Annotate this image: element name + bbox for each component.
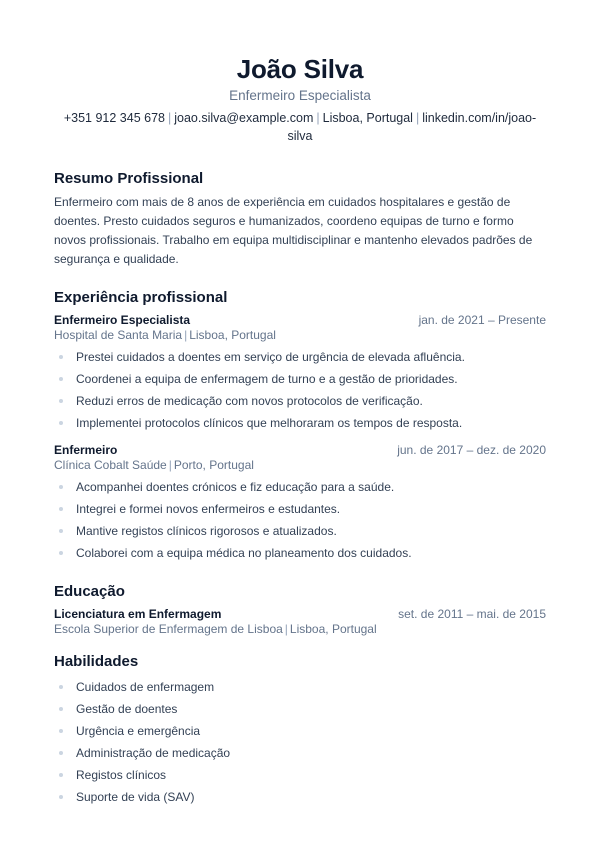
contact-separator: | bbox=[415, 111, 420, 125]
contact-email: joao.silva@example.com bbox=[174, 111, 314, 125]
summary-section bbox=[54, 169, 546, 269]
contact-location: Lisboa, Portugal bbox=[322, 111, 413, 125]
job-bullet: Reduzi erros de medicação com novos protocolos de verificação. bbox=[54, 390, 546, 412]
experience-title: Experiência profissional bbox=[54, 289, 228, 306]
org-location: Porto, Portugal bbox=[173, 458, 254, 472]
contact-linkedin: linkedin.com/in/joao-silva bbox=[287, 111, 537, 143]
school-name: Escola Superior de Enfermagem de Lisboa bbox=[54, 622, 283, 636]
resume-header bbox=[54, 0, 546, 145]
job-role: Enfermeiro Especialista bbox=[54, 313, 191, 327]
org-separator: | bbox=[184, 328, 188, 342]
job-bullets bbox=[54, 476, 546, 564]
job-bullet: Colaborei com a equipa médica no planeamento dos cuidados. bbox=[54, 542, 546, 564]
org-name: Clínica Cobalt Saúde bbox=[54, 458, 167, 472]
contact-phone: +351 912 345 678 bbox=[63, 111, 165, 125]
contact-separator: | bbox=[316, 111, 320, 125]
job-bullet: Prestei cuidados a doentes em serviço de urgência de elevada afluência. bbox=[54, 346, 546, 368]
org-separator: | bbox=[284, 622, 288, 636]
school bbox=[54, 622, 546, 636]
skill-item: Administração de medicação bbox=[54, 742, 546, 764]
job-entry bbox=[54, 313, 546, 434]
job-organization bbox=[54, 328, 546, 342]
job-entry bbox=[54, 443, 546, 564]
summary-text: Enfermeiro com mais de 8 anos de experiência em cuidados hospitalares e gestão de doentes. Presto cuidados seguros e humanizados, coordeno equipas de turno e formo novos profissionais. Trabalho em equipa multidisciplinar e mantenho elevados padrões de segurança e qualidade. bbox=[54, 195, 533, 266]
skills-title: Habilidades bbox=[54, 653, 139, 670]
skill-item: Urgência e emergência bbox=[54, 720, 546, 742]
education-entry bbox=[54, 607, 546, 636]
skill-item: Gestão de doentes bbox=[54, 698, 546, 720]
job-bullet: Mantive registos clínicos rigorosos e atualizados. bbox=[54, 520, 546, 542]
skill-item: Cuidados de enfermagem bbox=[54, 676, 546, 698]
contact-separator: | bbox=[167, 111, 172, 125]
skills-list bbox=[54, 676, 546, 808]
school-location: Lisboa, Portugal bbox=[289, 622, 377, 636]
person-name: João Silva bbox=[236, 54, 364, 84]
job-dates: jan. de 2021 – Presente bbox=[418, 313, 546, 327]
summary-title: Resumo Profissional bbox=[54, 170, 204, 187]
job-headline: Enfermeiro Especialista bbox=[229, 88, 371, 103]
job-dates: jun. de 2017 – dez. de 2020 bbox=[397, 443, 546, 457]
skills-section bbox=[54, 652, 546, 808]
org-location: Lisboa, Portugal bbox=[189, 328, 276, 342]
skill-item: Registos clínicos bbox=[54, 764, 546, 786]
job-organization bbox=[54, 458, 546, 472]
experience-section bbox=[54, 288, 546, 564]
job-bullets bbox=[54, 346, 546, 434]
job-role: Enfermeiro bbox=[54, 443, 118, 457]
job-bullet: Integrei e formei novos enfermeiros e estudantes. bbox=[54, 498, 546, 520]
education-dates: set. de 2011 – mai. de 2015 bbox=[398, 607, 546, 621]
degree-name: Licenciatura em Enfermagem bbox=[54, 607, 222, 621]
org-name: Hospital de Santa Maria bbox=[54, 328, 183, 342]
job-bullet: Acompanhei doentes crónicos e fiz educação para a saúde. bbox=[54, 476, 546, 498]
org-separator: | bbox=[168, 458, 172, 472]
contact-line bbox=[54, 109, 546, 145]
education-section bbox=[54, 582, 546, 636]
job-bullet: Implementei protocolos clínicos que melhoraram os tempos de resposta. bbox=[54, 412, 546, 434]
skill-item: Suporte de vida (SAV) bbox=[54, 786, 546, 808]
job-bullet: Coordenei a equipa de enfermagem de turno e a gestão de prioridades. bbox=[54, 368, 546, 390]
education-title: Educação bbox=[54, 583, 125, 600]
